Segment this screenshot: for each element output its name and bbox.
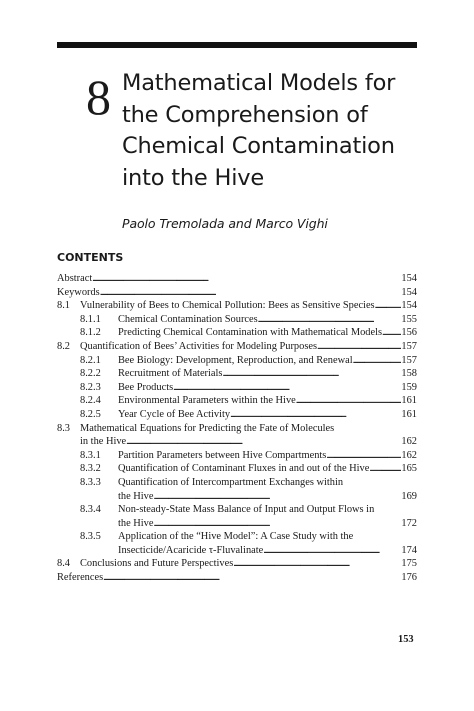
toc-section-number: 8.4 [57, 558, 70, 570]
toc-entry[interactable] [57, 313, 417, 327]
chapter-authors: Paolo Tremolada and Marco Vighi [122, 216, 328, 231]
toc-entry-title: Vulnerability of Bees to Chemical Pollution: Bees as Sensitive Species [80, 300, 375, 312]
toc-section-number: 8.2.2 [80, 368, 101, 380]
toc-page-number: 176 [401, 572, 417, 584]
toc-entry[interactable] [57, 530, 417, 544]
page-number: 153 [398, 634, 414, 645]
toc-entry[interactable] [57, 286, 417, 300]
toc-entry-continuation[interactable] [57, 517, 417, 531]
toc-page-number: 154 [401, 273, 417, 284]
toc-entry-title: Recruitment of Materials [118, 368, 223, 380]
contents-heading: CONTENTS [57, 251, 124, 264]
toc-page-number: 161 [401, 395, 417, 407]
toc-entry[interactable] [57, 340, 417, 354]
toc-entry[interactable] [57, 503, 417, 517]
chapter-title-line: Chemical Contamination [122, 133, 395, 159]
toc-entry[interactable] [57, 381, 417, 395]
toc-entry[interactable] [57, 326, 417, 340]
toc-section-number: 8.3.3 [80, 476, 101, 488]
toc-page-number: 174 [401, 544, 417, 556]
toc-entry-title: the Hive [118, 517, 154, 529]
toc-entry-title: Chemical Contamination Sources [118, 313, 258, 325]
toc-page-number: 154 [401, 300, 417, 312]
toc-entry[interactable] [57, 272, 417, 286]
toc-entry-title: in the Hive [80, 436, 127, 448]
toc-entry-title: Non-steady-State Mass Balance of Input and Output Flows in [118, 504, 375, 516]
toc-section-number: 8.3 [57, 422, 70, 434]
toc-page-number: 155 [401, 313, 417, 325]
top-rule [57, 42, 417, 48]
toc-section-number: 8.1.1 [80, 313, 101, 325]
toc-entry[interactable] [57, 354, 417, 368]
toc-entry-continuation[interactable] [57, 544, 417, 558]
toc-section-number: 8.2.3 [80, 381, 101, 393]
chapter-title-line: Mathematical Models for [122, 70, 396, 96]
toc-entry-title: Bee Biology: Development, Reproduction, and Renewal [118, 354, 353, 366]
toc-section-number: 8.1.2 [80, 327, 101, 339]
toc-entry[interactable] [57, 476, 417, 490]
toc-entry-title: Mathematical Equations for Predicting the Fate of Molecules [80, 422, 335, 434]
toc-section-number: 8.2.4 [80, 395, 101, 407]
toc-page-number: 162 [401, 436, 417, 448]
toc-section-number: 8.2.5 [80, 408, 101, 420]
toc-section-number: 8.3.5 [80, 531, 101, 543]
toc-entry-title: Keywords [57, 286, 100, 298]
toc-section-number: 8.3.4 [80, 504, 101, 516]
toc-section-number: 8.3.2 [80, 463, 101, 475]
toc-page-number: 175 [401, 558, 417, 570]
toc-entry[interactable] [57, 571, 417, 585]
toc-entry-title: the Hive [118, 490, 154, 502]
toc-page-number: 154 [401, 286, 417, 298]
toc-entry-title: Insecticide/Acaricide τ-Fluvalinate [118, 544, 264, 556]
toc-entry-title: Conclusions and Future Perspectives [80, 558, 234, 570]
toc-page-number: 169 [401, 490, 417, 502]
toc-entry[interactable] [57, 422, 417, 436]
toc-entry-continuation[interactable] [57, 490, 417, 504]
toc-page-number: 156 [401, 327, 417, 339]
toc-page-number: 165 [401, 463, 417, 475]
toc-entry-title: Quantification of Intercompartment Exchanges within [118, 476, 344, 488]
toc-entry-title: Year Cycle of Bee Activity [118, 408, 231, 420]
table-of-contents [57, 272, 417, 585]
chapter-title-line: the Comprehension of [122, 101, 368, 128]
chapter-title [122, 68, 422, 194]
toc-entry-title: Abstract [57, 273, 93, 284]
toc-entry[interactable] [57, 557, 417, 571]
chapter-title-line: into the Hive [122, 164, 265, 191]
toc-entry[interactable] [57, 394, 417, 408]
toc-section-number: 8.3.1 [80, 449, 101, 461]
toc-entry-title: Partition Parameters between Hive Compartments [118, 449, 327, 461]
toc-page-number: 159 [401, 381, 417, 393]
toc-entry[interactable] [57, 367, 417, 381]
toc-entry[interactable] [57, 299, 417, 313]
toc-entry-title: Environmental Parameters within the Hive [118, 395, 296, 407]
toc-page-number: 157 [401, 340, 417, 352]
toc-entry-title: Predicting Chemical Contamination with Mathematical Models [118, 327, 383, 339]
chapter-number: 8 [86, 69, 111, 125]
toc-entry[interactable] [57, 449, 417, 463]
toc-page-number: 161 [401, 408, 417, 420]
toc-section-number: 8.2.1 [80, 354, 101, 366]
toc-page-number: 162 [401, 449, 417, 461]
toc-entry[interactable] [57, 462, 417, 476]
toc-section-number: 8.1 [57, 300, 70, 312]
toc-entry-title: Application of the “Hive Model”: A Case Study with the [118, 531, 354, 543]
toc-entry-title: Quantification of Contaminant Fluxes in and out of the Hive [118, 463, 370, 475]
toc-entry-title: Bee Products [118, 381, 174, 393]
toc-page-number: 157 [401, 354, 417, 366]
toc-page-number: 172 [401, 517, 417, 529]
toc-entry[interactable] [57, 408, 417, 422]
toc-entry-title: Quantification of Bees’ Activities for Modeling Purposes [80, 340, 318, 352]
toc-entry-continuation[interactable] [57, 435, 417, 449]
toc-section-number: 8.2 [57, 340, 70, 352]
toc-page-number: 158 [401, 368, 417, 380]
toc-entry-title: References [57, 572, 104, 584]
